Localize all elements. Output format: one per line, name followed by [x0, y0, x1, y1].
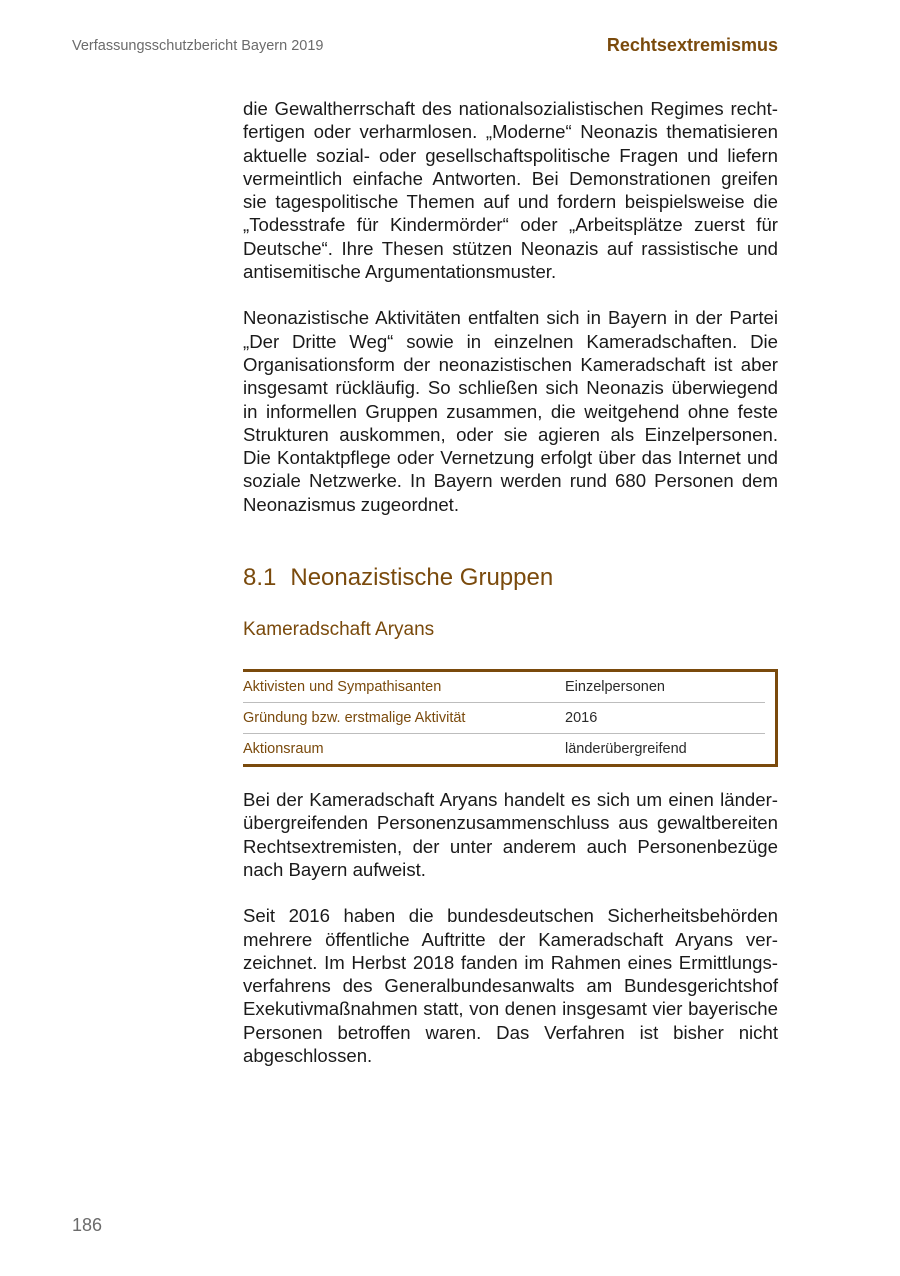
fact-value: Einzelpersonen — [565, 679, 665, 696]
paragraph: Bei der Kameradschaft Aryans handelt es sich um einen länderübergreifenden Personenzusammenschluss aus gewaltbereiten Rechtsextremisten, der unter anderem auch Personenbezüge nach Bayern aufweist. — [243, 789, 778, 880]
page-number: 186 — [72, 1215, 103, 1235]
paragraph: Seit 2016 haben die bundesdeutschen Sicherheitsbehörden mehrere öffentliche Auftritte der Kameradschaft Aryans verzeichnet. Im Herbst 2018 fanden im Rahmen eines Ermittlungsverfahrens des Generalbundesanwalts am Bundesgerichtshof Exekutivmaßnahmen statt, von denen insgesamt vier bayerische Personen betroffen waren. Das Verfahren ist bisher nicht abgeschlossen. — [243, 905, 778, 1067]
fact-value: 2016 — [565, 710, 598, 727]
running-header-title: Verfassungsschutzbericht Bayern 2019 — [72, 38, 324, 54]
fact-label: Aktivisten und Sympathisanten — [243, 679, 442, 696]
subsection-heading: Kameradschaft Aryans — [243, 619, 435, 641]
running-header-chapter: Rechtsextremismus — [606, 35, 778, 55]
fact-value: länderübergreifend — [565, 741, 687, 758]
paragraph: die Gewaltherrschaft des nationalsozialistischen Regimes rechtfertigen oder verharmlosen. „Moderne“ Neonazis thematisieren aktuelle sozial- oder gesellschaftspolitische Fragen und liefern vermeintlich einfache Antworten. Bei Demonstrationen greifen sie tagespolitische Themen auf und fordern beispielsweise die „Todesstrafe für Kindermörder“ oder „Arbeitsplätze zuerst für Deutsche“. Ihre Thesen stützen Neonazis auf rassistische und antisemitische Argumentationsmuster. — [243, 98, 778, 283]
main-content — [243, 97, 778, 1067]
section-heading — [243, 563, 778, 593]
fact-table — [243, 669, 778, 767]
table-row — [243, 672, 765, 703]
paragraph: Neonazistische Aktivitäten entfalten sich in Bayern in der Partei „Der Dritte Weg“ sowie in einzelnen Kameradschaften. Die Organisationsform der neonazistischen Kameradschaft ist aber insgesamt rückläufig. So schließen sich Neonazis überwiegend in informellen Gruppen zusammen, die weitgehend ohne feste Strukturen auskommen, oder sie agieren als Einzelpersonen. Die Kontaktpflege oder Vernetzung erfolgt über das Internet und soziale Netzwerke. In Bayern werden rund 680 Personen dem Neonazismus zugeordnet. — [243, 307, 778, 515]
section-title: Neonazistische Gruppen — [290, 564, 554, 592]
fact-label: Aktionsraum — [243, 741, 324, 758]
fact-label: Gründung bzw. erstmalige Aktivität — [243, 710, 466, 727]
table-row — [243, 734, 765, 764]
section-number: 8.1 — [243, 564, 277, 592]
table-row — [243, 703, 765, 734]
